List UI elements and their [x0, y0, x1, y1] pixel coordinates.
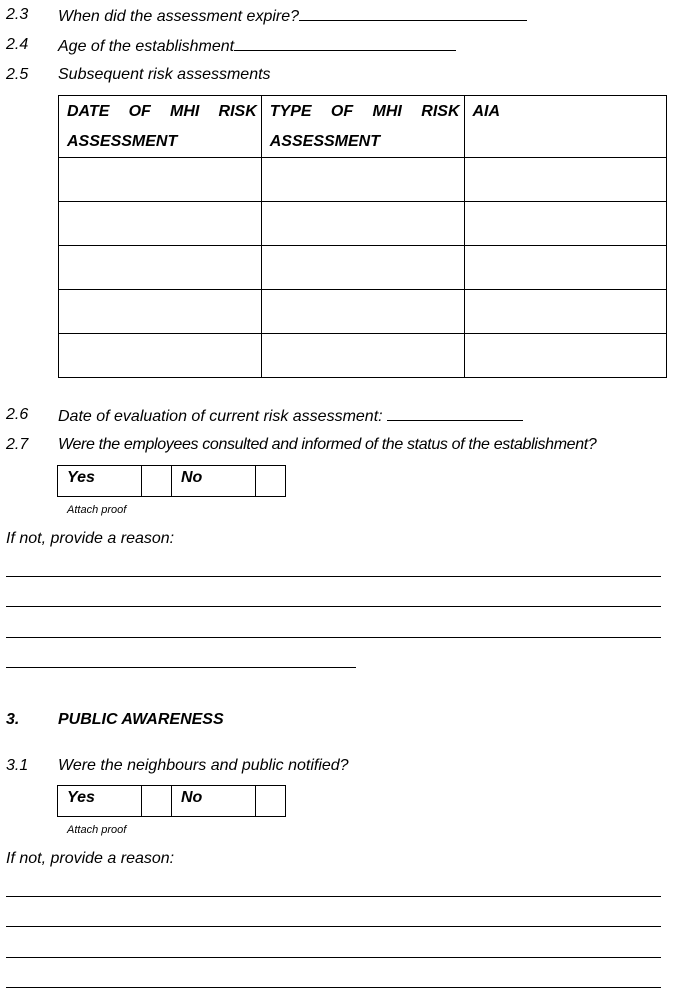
item-label: When did the assessment expire? — [58, 5, 527, 27]
expiry-date-field[interactable] — [299, 5, 527, 21]
attach-proof-note: Attach proof — [67, 824, 127, 836]
table-row — [59, 334, 667, 378]
establishment-age-field[interactable] — [234, 35, 456, 51]
item-label: Were the employees consulted and informed of the status of the establishment? — [58, 436, 597, 453]
table-cell[interactable] — [261, 290, 464, 334]
header-date: DATE OF MHI RISK ASSESSMENT — [59, 96, 262, 158]
no-checkbox[interactable] — [256, 466, 285, 496]
yes-label: Yes — [58, 466, 142, 496]
reason-line[interactable] — [6, 576, 661, 577]
table-cell[interactable] — [261, 334, 464, 378]
item-number: 2.6 — [6, 406, 29, 423]
reason-line[interactable] — [6, 637, 661, 638]
table-row — [59, 158, 667, 202]
yes-no-box — [57, 785, 286, 817]
table-cell[interactable] — [261, 158, 464, 202]
reason-line[interactable] — [6, 606, 661, 607]
item-number: 2.4 — [6, 36, 29, 53]
yes-checkbox[interactable] — [142, 786, 172, 816]
table-cell[interactable] — [464, 202, 667, 246]
table-row — [59, 290, 667, 334]
table-header-row — [59, 96, 667, 158]
reason-prompt: If not, provide a reason: — [6, 850, 175, 867]
no-label: No — [172, 466, 256, 496]
item-label: Subsequent risk assessments — [58, 66, 271, 83]
table-cell[interactable] — [261, 246, 464, 290]
attach-proof-note: Attach proof — [67, 504, 127, 516]
table-cell[interactable] — [261, 202, 464, 246]
item-label: Date of evaluation of current risk assessment: — [58, 405, 523, 427]
reason-line[interactable] — [6, 896, 661, 897]
item-number: 2.5 — [6, 66, 29, 83]
table-cell[interactable] — [464, 158, 667, 202]
section-title: PUBLIC AWARENESS — [58, 711, 224, 728]
reason-prompt: If not, provide a reason: — [6, 530, 175, 547]
item-number: 2.7 — [6, 436, 29, 453]
table-cell[interactable] — [59, 202, 262, 246]
table-cell[interactable] — [59, 246, 262, 290]
reason-line[interactable] — [6, 987, 661, 988]
table-cell[interactable] — [464, 246, 667, 290]
yes-label: Yes — [58, 786, 142, 816]
no-label: No — [172, 786, 256, 816]
table-row — [59, 246, 667, 290]
risk-assessment-table — [58, 95, 667, 378]
item-label: Were the neighbours and public notified? — [58, 757, 349, 774]
table-cell[interactable] — [59, 158, 262, 202]
no-checkbox[interactable] — [256, 786, 285, 816]
yes-no-box — [57, 465, 286, 497]
table-cell[interactable] — [464, 290, 667, 334]
header-type: TYPE OF MHI RISK ASSESSMENT — [261, 96, 464, 158]
reason-line[interactable] — [6, 667, 356, 668]
table-cell[interactable] — [59, 290, 262, 334]
table-row — [59, 202, 667, 246]
table-cell[interactable] — [464, 334, 667, 378]
evaluation-date-field[interactable] — [387, 405, 523, 421]
reason-line[interactable] — [6, 957, 661, 958]
item-label: Age of the establishment — [58, 35, 456, 57]
table-cell[interactable] — [59, 334, 262, 378]
section-number: 3. — [6, 711, 20, 728]
item-number: 2.3 — [6, 6, 29, 23]
header-aia: AIA — [464, 96, 667, 158]
reason-line[interactable] — [6, 926, 661, 927]
yes-checkbox[interactable] — [142, 466, 172, 496]
item-number: 3.1 — [6, 757, 29, 774]
